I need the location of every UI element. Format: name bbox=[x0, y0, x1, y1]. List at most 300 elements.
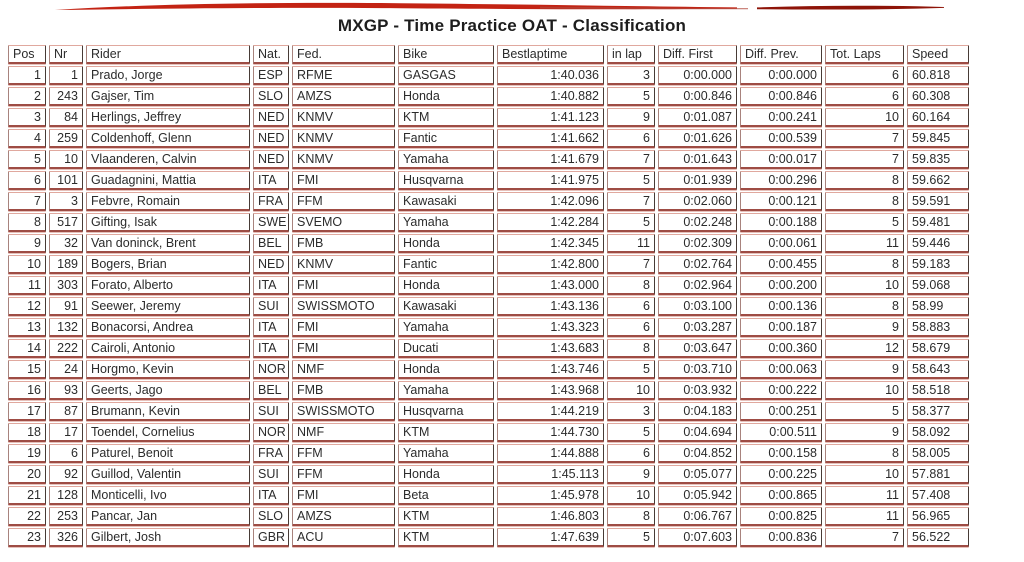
cell-bestlaptime: 1:43.968 bbox=[497, 381, 604, 400]
cell-tot-laps: 10 bbox=[825, 108, 904, 127]
cell-nr: 84 bbox=[49, 108, 83, 127]
cell-tot-laps: 8 bbox=[825, 255, 904, 274]
cell-speed: 60.308 bbox=[907, 87, 969, 106]
cell-rider: Febvre, Romain bbox=[86, 192, 250, 211]
cell-bestlaptime: 1:40.036 bbox=[497, 66, 604, 85]
cell-diff-first: 0:01.626 bbox=[658, 129, 737, 148]
cell-diff-prev: 0:00.158 bbox=[740, 444, 822, 463]
table-row bbox=[8, 465, 969, 484]
cell-pos: 8 bbox=[8, 213, 46, 232]
cell-bike: KTM bbox=[398, 423, 494, 442]
cell-nat: NED bbox=[253, 108, 289, 127]
cell-bike: KTM bbox=[398, 528, 494, 547]
cell-fed: KNMV bbox=[292, 255, 395, 274]
cell-in-lap: 5 bbox=[607, 360, 655, 379]
cell-tot-laps: 7 bbox=[825, 528, 904, 547]
cell-in-lap: 8 bbox=[607, 507, 655, 526]
cell-pos: 1 bbox=[8, 66, 46, 85]
cell-speed: 60.164 bbox=[907, 108, 969, 127]
cell-tot-laps: 5 bbox=[825, 402, 904, 421]
cell-rider: Seewer, Jeremy bbox=[86, 297, 250, 316]
cell-in-lap: 5 bbox=[607, 171, 655, 190]
cell-in-lap: 7 bbox=[607, 255, 655, 274]
cell-rider: Geerts, Jago bbox=[86, 381, 250, 400]
cell-diff-first: 0:03.100 bbox=[658, 297, 737, 316]
cell-diff-first: 0:03.647 bbox=[658, 339, 737, 358]
cell-bestlaptime: 1:44.730 bbox=[497, 423, 604, 442]
cell-nr: 101 bbox=[49, 171, 83, 190]
cell-fed: SWISSMOTO bbox=[292, 297, 395, 316]
cell-diff-first: 0:01.939 bbox=[658, 171, 737, 190]
cell-fed: FMI bbox=[292, 486, 395, 505]
table-row bbox=[8, 234, 969, 253]
cell-in-lap: 6 bbox=[607, 129, 655, 148]
cell-diff-prev: 0:00.121 bbox=[740, 192, 822, 211]
cell-rider: Horgmo, Kevin bbox=[86, 360, 250, 379]
cell-pos: 10 bbox=[8, 255, 46, 274]
cell-bike: Fantic bbox=[398, 255, 494, 274]
cell-speed: 59.845 bbox=[907, 129, 969, 148]
table-row bbox=[8, 486, 969, 505]
table-row bbox=[8, 444, 969, 463]
cell-nr: 222 bbox=[49, 339, 83, 358]
cell-diff-prev: 0:00.222 bbox=[740, 381, 822, 400]
cell-tot-laps: 6 bbox=[825, 66, 904, 85]
cell-speed: 58.005 bbox=[907, 444, 969, 463]
header-cell-bike: Bike bbox=[398, 45, 494, 64]
cell-diff-prev: 0:00.225 bbox=[740, 465, 822, 484]
cell-rider: Paturel, Benoit bbox=[86, 444, 250, 463]
cell-speed: 58.092 bbox=[907, 423, 969, 442]
cell-nr: 93 bbox=[49, 381, 83, 400]
cell-fed: KNMV bbox=[292, 108, 395, 127]
header-cell-nr: Nr bbox=[49, 45, 83, 64]
cell-pos: 13 bbox=[8, 318, 46, 337]
cell-diff-first: 0:01.643 bbox=[658, 150, 737, 169]
cell-bike: Husqvarna bbox=[398, 402, 494, 421]
cell-rider: Prado, Jorge bbox=[86, 66, 250, 85]
cell-speed: 59.068 bbox=[907, 276, 969, 295]
cell-nat: GBR bbox=[253, 528, 289, 547]
cell-bestlaptime: 1:43.746 bbox=[497, 360, 604, 379]
cell-nr: 128 bbox=[49, 486, 83, 505]
header-cell-diff-prev: Diff. Prev. bbox=[740, 45, 822, 64]
table-row bbox=[8, 276, 969, 295]
header-cell-fed: Fed. bbox=[292, 45, 395, 64]
cell-bestlaptime: 1:41.975 bbox=[497, 171, 604, 190]
cell-speed: 57.881 bbox=[907, 465, 969, 484]
table-row bbox=[8, 318, 969, 337]
cell-fed: KNMV bbox=[292, 129, 395, 148]
cell-bestlaptime: 1:45.978 bbox=[497, 486, 604, 505]
cell-speed: 58.679 bbox=[907, 339, 969, 358]
table-row bbox=[8, 129, 969, 148]
table-header-row bbox=[8, 45, 969, 64]
table-row bbox=[8, 423, 969, 442]
cell-rider: Cairoli, Antonio bbox=[86, 339, 250, 358]
cell-nat: ITA bbox=[253, 171, 289, 190]
cell-diff-first: 0:04.694 bbox=[658, 423, 737, 442]
cell-pos: 3 bbox=[8, 108, 46, 127]
cell-bike: Yamaha bbox=[398, 213, 494, 232]
cell-diff-prev: 0:00.200 bbox=[740, 276, 822, 295]
cell-diff-first: 0:03.710 bbox=[658, 360, 737, 379]
cell-in-lap: 3 bbox=[607, 66, 655, 85]
cell-bestlaptime: 1:45.113 bbox=[497, 465, 604, 484]
cell-diff-prev: 0:00.188 bbox=[740, 213, 822, 232]
header-cell-pos: Pos bbox=[8, 45, 46, 64]
cell-pos: 12 bbox=[8, 297, 46, 316]
cell-diff-first: 0:02.309 bbox=[658, 234, 737, 253]
cell-bike: Kawasaki bbox=[398, 192, 494, 211]
cell-nr: 253 bbox=[49, 507, 83, 526]
cell-rider: Van doninck, Brent bbox=[86, 234, 250, 253]
cell-diff-first: 0:04.852 bbox=[658, 444, 737, 463]
cell-speed: 58.377 bbox=[907, 402, 969, 421]
cell-diff-first: 0:02.764 bbox=[658, 255, 737, 274]
cell-nat: ITA bbox=[253, 486, 289, 505]
cell-pos: 9 bbox=[8, 234, 46, 253]
cell-nat: BEL bbox=[253, 381, 289, 400]
cell-bike: Yamaha bbox=[398, 150, 494, 169]
cell-fed: AMZS bbox=[292, 87, 395, 106]
table-row bbox=[8, 507, 969, 526]
cell-pos: 22 bbox=[8, 507, 46, 526]
header-cell-speed: Speed bbox=[907, 45, 969, 64]
cell-bestlaptime: 1:46.803 bbox=[497, 507, 604, 526]
cell-fed: SWISSMOTO bbox=[292, 402, 395, 421]
table-row bbox=[8, 297, 969, 316]
cell-tot-laps: 8 bbox=[825, 444, 904, 463]
cell-tot-laps: 9 bbox=[825, 360, 904, 379]
table-row bbox=[8, 171, 969, 190]
cell-diff-prev: 0:00.136 bbox=[740, 297, 822, 316]
cell-tot-laps: 8 bbox=[825, 192, 904, 211]
cell-bestlaptime: 1:43.323 bbox=[497, 318, 604, 337]
cell-speed: 59.591 bbox=[907, 192, 969, 211]
cell-bestlaptime: 1:41.662 bbox=[497, 129, 604, 148]
cell-bestlaptime: 1:43.683 bbox=[497, 339, 604, 358]
cell-pos: 11 bbox=[8, 276, 46, 295]
cell-bike: Honda bbox=[398, 465, 494, 484]
cell-rider: Gajser, Tim bbox=[86, 87, 250, 106]
cell-fed: NMF bbox=[292, 423, 395, 442]
cell-fed: ACU bbox=[292, 528, 395, 547]
cell-bike: Honda bbox=[398, 276, 494, 295]
cell-fed: FMI bbox=[292, 171, 395, 190]
cell-bike: Honda bbox=[398, 87, 494, 106]
cell-fed: FFM bbox=[292, 192, 395, 211]
cell-speed: 60.818 bbox=[907, 66, 969, 85]
cell-rider: Toendel, Cornelius bbox=[86, 423, 250, 442]
cell-speed: 58.883 bbox=[907, 318, 969, 337]
cell-in-lap: 9 bbox=[607, 465, 655, 484]
cell-bike: Honda bbox=[398, 360, 494, 379]
cell-fed: KNMV bbox=[292, 150, 395, 169]
cell-fed: FMI bbox=[292, 318, 395, 337]
table-row bbox=[8, 402, 969, 421]
cell-diff-prev: 0:00.061 bbox=[740, 234, 822, 253]
cell-diff-first: 0:05.077 bbox=[658, 465, 737, 484]
cell-speed: 56.522 bbox=[907, 528, 969, 547]
table-row bbox=[8, 192, 969, 211]
header-cell-nat: Nat. bbox=[253, 45, 289, 64]
cell-bike: Kawasaki bbox=[398, 297, 494, 316]
cell-nat: NOR bbox=[253, 360, 289, 379]
cell-nat: FRA bbox=[253, 444, 289, 463]
cell-bestlaptime: 1:47.639 bbox=[497, 528, 604, 547]
cell-fed: FMI bbox=[292, 339, 395, 358]
cell-fed: NMF bbox=[292, 360, 395, 379]
cell-pos: 5 bbox=[8, 150, 46, 169]
cell-diff-first: 0:06.767 bbox=[658, 507, 737, 526]
cell-nat: FRA bbox=[253, 192, 289, 211]
classification-table bbox=[5, 43, 972, 549]
header-cell-tot-laps: Tot. Laps bbox=[825, 45, 904, 64]
red-brush-stroke bbox=[0, 0, 1024, 14]
cell-nat: SUI bbox=[253, 297, 289, 316]
cell-tot-laps: 11 bbox=[825, 507, 904, 526]
cell-diff-first: 0:00.000 bbox=[658, 66, 737, 85]
cell-in-lap: 5 bbox=[607, 87, 655, 106]
cell-tot-laps: 11 bbox=[825, 486, 904, 505]
cell-bike: Ducati bbox=[398, 339, 494, 358]
cell-speed: 59.183 bbox=[907, 255, 969, 274]
cell-pos: 6 bbox=[8, 171, 46, 190]
cell-rider: Guadagnini, Mattia bbox=[86, 171, 250, 190]
cell-bike: Yamaha bbox=[398, 381, 494, 400]
cell-nr: 32 bbox=[49, 234, 83, 253]
cell-pos: 21 bbox=[8, 486, 46, 505]
cell-tot-laps: 8 bbox=[825, 171, 904, 190]
cell-nr: 10 bbox=[49, 150, 83, 169]
cell-nat: ITA bbox=[253, 339, 289, 358]
cell-in-lap: 6 bbox=[607, 444, 655, 463]
cell-diff-first: 0:02.248 bbox=[658, 213, 737, 232]
cell-nr: 24 bbox=[49, 360, 83, 379]
cell-bike: Honda bbox=[398, 234, 494, 253]
cell-rider: Vlaanderen, Calvin bbox=[86, 150, 250, 169]
cell-pos: 17 bbox=[8, 402, 46, 421]
cell-speed: 58.99 bbox=[907, 297, 969, 316]
cell-nr: 87 bbox=[49, 402, 83, 421]
table-row bbox=[8, 87, 969, 106]
cell-in-lap: 11 bbox=[607, 234, 655, 253]
cell-tot-laps: 10 bbox=[825, 381, 904, 400]
cell-speed: 59.835 bbox=[907, 150, 969, 169]
cell-nat: ITA bbox=[253, 318, 289, 337]
cell-diff-prev: 0:00.846 bbox=[740, 87, 822, 106]
cell-nr: 92 bbox=[49, 465, 83, 484]
cell-fed: SVEMO bbox=[292, 213, 395, 232]
cell-diff-prev: 0:00.063 bbox=[740, 360, 822, 379]
cell-rider: Brumann, Kevin bbox=[86, 402, 250, 421]
cell-diff-prev: 0:00.865 bbox=[740, 486, 822, 505]
cell-diff-first: 0:05.942 bbox=[658, 486, 737, 505]
cell-speed: 57.408 bbox=[907, 486, 969, 505]
cell-diff-prev: 0:00.511 bbox=[740, 423, 822, 442]
cell-diff-first: 0:07.603 bbox=[658, 528, 737, 547]
table-row bbox=[8, 108, 969, 127]
cell-bestlaptime: 1:42.096 bbox=[497, 192, 604, 211]
table-row bbox=[8, 339, 969, 358]
cell-nr: 189 bbox=[49, 255, 83, 274]
cell-nr: 1 bbox=[49, 66, 83, 85]
table-row bbox=[8, 150, 969, 169]
cell-nat: SLO bbox=[253, 87, 289, 106]
header-cell-in-lap: in lap bbox=[607, 45, 655, 64]
cell-in-lap: 5 bbox=[607, 213, 655, 232]
cell-nr: 91 bbox=[49, 297, 83, 316]
table-row bbox=[8, 360, 969, 379]
cell-rider: Monticelli, Ivo bbox=[86, 486, 250, 505]
cell-diff-prev: 0:00.251 bbox=[740, 402, 822, 421]
cell-speed: 59.662 bbox=[907, 171, 969, 190]
cell-bike: Yamaha bbox=[398, 318, 494, 337]
cell-diff-prev: 0:00.000 bbox=[740, 66, 822, 85]
cell-diff-prev: 0:00.187 bbox=[740, 318, 822, 337]
cell-tot-laps: 12 bbox=[825, 339, 904, 358]
cell-pos: 20 bbox=[8, 465, 46, 484]
cell-tot-laps: 10 bbox=[825, 276, 904, 295]
cell-diff-first: 0:01.087 bbox=[658, 108, 737, 127]
cell-nr: 303 bbox=[49, 276, 83, 295]
cell-rider: Herlings, Jeffrey bbox=[86, 108, 250, 127]
cell-rider: Guillod, Valentin bbox=[86, 465, 250, 484]
cell-pos: 16 bbox=[8, 381, 46, 400]
cell-pos: 4 bbox=[8, 129, 46, 148]
cell-pos: 18 bbox=[8, 423, 46, 442]
cell-nr: 259 bbox=[49, 129, 83, 148]
cell-nr: 326 bbox=[49, 528, 83, 547]
cell-diff-first: 0:03.287 bbox=[658, 318, 737, 337]
cell-tot-laps: 11 bbox=[825, 234, 904, 253]
cell-diff-prev: 0:00.825 bbox=[740, 507, 822, 526]
cell-nr: 243 bbox=[49, 87, 83, 106]
cell-bike: Husqvarna bbox=[398, 171, 494, 190]
cell-tot-laps: 9 bbox=[825, 318, 904, 337]
cell-nat: ITA bbox=[253, 276, 289, 295]
page-title: MXGP - Time Practice OAT - Classification bbox=[337, 16, 687, 35]
cell-fed: FMB bbox=[292, 381, 395, 400]
cell-in-lap: 3 bbox=[607, 402, 655, 421]
cell-tot-laps: 7 bbox=[825, 150, 904, 169]
cell-nr: 132 bbox=[49, 318, 83, 337]
cell-nat: BEL bbox=[253, 234, 289, 253]
cell-in-lap: 10 bbox=[607, 381, 655, 400]
header-cell-rider: Rider bbox=[86, 45, 250, 64]
cell-nat: SWE bbox=[253, 213, 289, 232]
cell-diff-first: 0:02.060 bbox=[658, 192, 737, 211]
cell-bestlaptime: 1:43.000 bbox=[497, 276, 604, 295]
cell-bike: Beta bbox=[398, 486, 494, 505]
cell-diff-prev: 0:00.836 bbox=[740, 528, 822, 547]
cell-pos: 15 bbox=[8, 360, 46, 379]
cell-nat: NED bbox=[253, 150, 289, 169]
cell-fed: FFM bbox=[292, 444, 395, 463]
cell-pos: 7 bbox=[8, 192, 46, 211]
cell-in-lap: 5 bbox=[607, 528, 655, 547]
cell-diff-prev: 0:00.017 bbox=[740, 150, 822, 169]
cell-rider: Bonacorsi, Andrea bbox=[86, 318, 250, 337]
cell-bike: Fantic bbox=[398, 129, 494, 148]
header-cell-diff-first: Diff. First bbox=[658, 45, 737, 64]
cell-speed: 58.643 bbox=[907, 360, 969, 379]
cell-bestlaptime: 1:42.345 bbox=[497, 234, 604, 253]
cell-bestlaptime: 1:41.123 bbox=[497, 108, 604, 127]
cell-nr: 17 bbox=[49, 423, 83, 442]
cell-nr: 3 bbox=[49, 192, 83, 211]
table-row bbox=[8, 66, 969, 85]
cell-nr: 517 bbox=[49, 213, 83, 232]
cell-bestlaptime: 1:44.219 bbox=[497, 402, 604, 421]
table-row bbox=[8, 255, 969, 274]
cell-bestlaptime: 1:42.284 bbox=[497, 213, 604, 232]
table-row bbox=[8, 381, 969, 400]
cell-in-lap: 8 bbox=[607, 276, 655, 295]
cell-diff-prev: 0:00.296 bbox=[740, 171, 822, 190]
cell-fed: RFME bbox=[292, 66, 395, 85]
cell-fed: FMI bbox=[292, 276, 395, 295]
cell-speed: 58.518 bbox=[907, 381, 969, 400]
cell-tot-laps: 7 bbox=[825, 129, 904, 148]
cell-rider: Gilbert, Josh bbox=[86, 528, 250, 547]
cell-bestlaptime: 1:40.882 bbox=[497, 87, 604, 106]
cell-bestlaptime: 1:41.679 bbox=[497, 150, 604, 169]
cell-tot-laps: 5 bbox=[825, 213, 904, 232]
cell-in-lap: 6 bbox=[607, 297, 655, 316]
cell-bike: Yamaha bbox=[398, 444, 494, 463]
cell-diff-first: 0:03.932 bbox=[658, 381, 737, 400]
cell-bike: KTM bbox=[398, 507, 494, 526]
cell-in-lap: 10 bbox=[607, 486, 655, 505]
cell-pos: 19 bbox=[8, 444, 46, 463]
cell-in-lap: 8 bbox=[607, 339, 655, 358]
cell-tot-laps: 6 bbox=[825, 87, 904, 106]
cell-diff-first: 0:02.964 bbox=[658, 276, 737, 295]
cell-fed: FMB bbox=[292, 234, 395, 253]
cell-diff-first: 0:04.183 bbox=[658, 402, 737, 421]
cell-pos: 23 bbox=[8, 528, 46, 547]
cell-in-lap: 9 bbox=[607, 108, 655, 127]
cell-nat: ESP bbox=[253, 66, 289, 85]
cell-diff-prev: 0:00.455 bbox=[740, 255, 822, 274]
header-cell-bestlaptime: Bestlaptime bbox=[497, 45, 604, 64]
cell-pos: 14 bbox=[8, 339, 46, 358]
cell-diff-prev: 0:00.360 bbox=[740, 339, 822, 358]
cell-in-lap: 7 bbox=[607, 192, 655, 211]
cell-rider: Coldenhoff, Glenn bbox=[86, 129, 250, 148]
cell-nat: NED bbox=[253, 255, 289, 274]
cell-fed: AMZS bbox=[292, 507, 395, 526]
cell-rider: Pancar, Jan bbox=[86, 507, 250, 526]
cell-tot-laps: 10 bbox=[825, 465, 904, 484]
cell-speed: 56.965 bbox=[907, 507, 969, 526]
cell-nat: SLO bbox=[253, 507, 289, 526]
cell-nat: SUI bbox=[253, 402, 289, 421]
cell-diff-prev: 0:00.539 bbox=[740, 129, 822, 148]
cell-tot-laps: 8 bbox=[825, 297, 904, 316]
table-row bbox=[8, 528, 969, 547]
cell-rider: Gifting, Isak bbox=[86, 213, 250, 232]
cell-nat: NED bbox=[253, 129, 289, 148]
cell-rider: Bogers, Brian bbox=[86, 255, 250, 274]
cell-speed: 59.446 bbox=[907, 234, 969, 253]
cell-bestlaptime: 1:44.888 bbox=[497, 444, 604, 463]
cell-fed: FFM bbox=[292, 465, 395, 484]
cell-bike: GASGAS bbox=[398, 66, 494, 85]
cell-tot-laps: 9 bbox=[825, 423, 904, 442]
